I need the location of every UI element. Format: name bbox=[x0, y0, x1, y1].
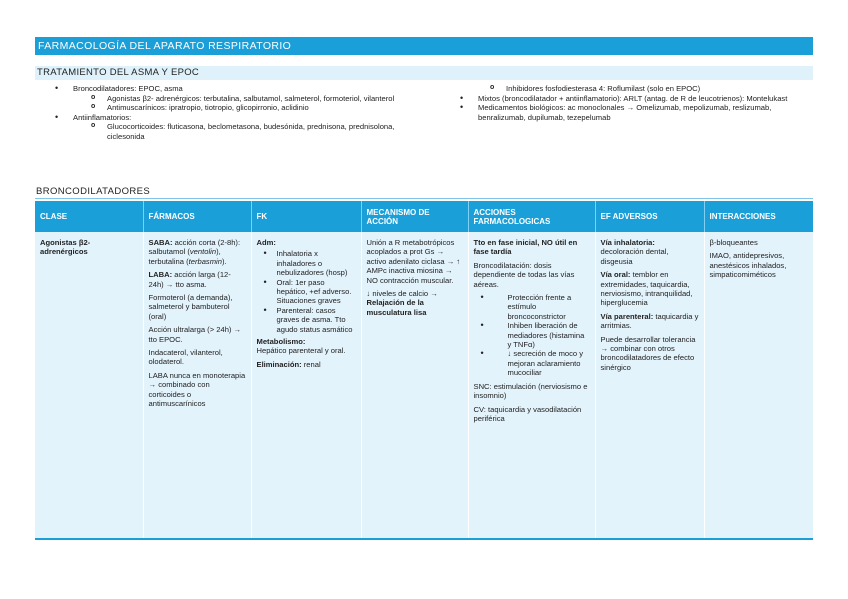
snc-paragraph: SNC: estimulación (nerviosismo e insomnio) bbox=[473, 381, 588, 401]
section-heading-treatment: TRATAMIENTO DEL ASMA Y EPOC bbox=[35, 66, 813, 80]
calcio-paragraph: ↓ niveles de calcio → bbox=[366, 289, 438, 299]
list-item: • Inhalatoria x inhaladores o nebulizadores (hosp) bbox=[257, 249, 356, 277]
list-item: • ↓ secreción de moco y mejoran aclaramiento mucociliar bbox=[474, 349, 590, 377]
inh-label: Vía inhalatoria: bbox=[600, 238, 655, 247]
elim-text: renal bbox=[301, 359, 321, 369]
tolerancia-paragraph: Puede desarrollar tolerancia → combinar con otros broncodilatadores de efecto sinérgico bbox=[600, 334, 696, 372]
par-text: taquicardia y arritmias. bbox=[600, 311, 699, 331]
cell-acciones bbox=[468, 232, 595, 539]
list-item: • Broncodilatadores: EPOC, asma bbox=[35, 84, 425, 94]
elim-label: Eliminación: bbox=[256, 359, 302, 369]
column-header-clase: CLASE bbox=[35, 201, 143, 232]
indacaterol-paragraph: Indacaterol, vilanterol, olodaterol. bbox=[148, 348, 223, 367]
adm-list bbox=[257, 249, 356, 334]
laba-text: acción larga (12-24h) → tto asma. bbox=[148, 270, 231, 289]
laba-nunca-paragraph: LABA nunca en monoterapia → combinado con corticoides o antimuscarínicos bbox=[148, 370, 246, 409]
column-header-fk: FK bbox=[251, 201, 361, 232]
saba-label: SABA: bbox=[148, 238, 173, 247]
laba-label: LABA: bbox=[148, 270, 173, 280]
elim-paragraph bbox=[257, 360, 356, 369]
broncodilatacion-paragraph: Broncodilatación: dosis dependiente de todas las vías aéreas. bbox=[473, 260, 575, 289]
oral-paragraph bbox=[601, 270, 699, 308]
metab-label-paragraph bbox=[257, 337, 356, 346]
par-paragraph bbox=[601, 312, 699, 331]
oral-label: Vía oral: bbox=[600, 270, 631, 280]
list-item: o Agonistas β2- adrenérgicos: terbutalina, salbutamol, salmeterol, formoteriol, vilanterol bbox=[35, 94, 425, 104]
formoterol-paragraph: Formoterol (a demanda), salmeterol y bambuterol (oral) bbox=[148, 293, 233, 321]
column-header-mecanismo: MECANISMO DE ACCIÓN bbox=[361, 201, 468, 232]
adm-label-paragraph bbox=[257, 238, 356, 247]
list-item: • Parenteral: casos graves de asma. Tto agudo status asmático bbox=[257, 306, 356, 334]
treatment-right-column bbox=[454, 84, 816, 122]
oral-text: temblor en extremidades, taquicardia, nerviosismo, intranquilidad, hiperglucemia bbox=[600, 270, 693, 308]
acciones-list bbox=[474, 293, 590, 378]
cell-interacciones bbox=[704, 232, 813, 539]
inh-paragraph bbox=[601, 238, 699, 266]
saba-ventolin: ventolin bbox=[189, 247, 217, 257]
column-header-acciones: ACCIONES FARMACOLOGICAS bbox=[468, 201, 595, 232]
table-row bbox=[35, 232, 813, 539]
imao-paragraph: IMAO, antidepresivos, anestésicos inhalados, simpaticomiméticos bbox=[709, 251, 787, 280]
list-item: • Medicamentos biológicos: ac monoclonales → Omelizumab, mepolizumab, reslizumab, benralizumab, dupilumab, tezepelumab bbox=[454, 103, 816, 122]
page-title: FARMACOLOGÍA DEL APARATO RESPIRATORIO bbox=[35, 37, 813, 55]
saba-end: ). bbox=[221, 256, 227, 266]
cell-mecanismo bbox=[361, 232, 468, 539]
section-heading-broncodilatadores: BRONCODILATADORES bbox=[35, 186, 813, 199]
saba-paragraph bbox=[149, 238, 246, 266]
cell-fk bbox=[251, 232, 361, 539]
treatment-left-column bbox=[35, 84, 425, 142]
list-item: • Antiinflamatorios: bbox=[35, 113, 425, 123]
ultralarga-paragraph: Acción ultralarga (> 24h) → tto EPOC. bbox=[148, 325, 242, 344]
union-paragraph: Unión a R metabotrópicos acoplados a prot Gs → activo adenilato ciclasa → ↑ AMPc inactiva miosina → NO contracción muscular. bbox=[366, 238, 461, 285]
laba-paragraph bbox=[149, 270, 246, 289]
clase-name: Agonistas β2-adrenérgicos bbox=[40, 238, 91, 257]
column-header-interacciones: INTERACCIONES bbox=[704, 201, 813, 232]
relajacion-text: Relajación de la musculatura lisa bbox=[366, 298, 427, 317]
metab-label: Metabolismo: bbox=[256, 337, 306, 347]
adm-label: Adm: bbox=[256, 238, 276, 247]
tto-label: Tto en fase inicial, NO útil en fase tardía bbox=[473, 238, 578, 257]
inh-text: decoloración dental, disgeusia bbox=[600, 247, 669, 266]
cell-farmacos bbox=[143, 232, 251, 539]
broncodilatadores-table bbox=[35, 201, 813, 540]
list-item: • Oral: 1er paso hepático, +ef adverso. Situaciones graves bbox=[257, 278, 356, 306]
relajacion-paragraph bbox=[367, 298, 463, 317]
beta-paragraph: β-bloqueantes bbox=[709, 238, 758, 247]
cell-clase bbox=[35, 232, 143, 539]
list-item: • Inhiben liberación de mediadores (histamina y TNFα) bbox=[474, 321, 590, 349]
column-header-farmacos: FÁRMACOS bbox=[143, 201, 251, 232]
list-item: o Glucocorticoides: fluticasona, beclometasona, budesónida, prednisona, prednisolona, ciclesonida bbox=[35, 122, 425, 141]
tto-paragraph bbox=[474, 238, 590, 257]
saba-mid: ), terbutalina ( bbox=[148, 247, 221, 266]
metab-text: Hepático parenteral y oral. bbox=[256, 346, 346, 356]
list-item: o Antimuscarínicos: ipratropio, tiotropio, glicopirronio, aclidinio bbox=[35, 103, 425, 113]
cell-ef-adversos bbox=[595, 232, 704, 539]
cv-paragraph: CV: taquicardia y vasodilatación periférica bbox=[473, 404, 582, 423]
saba-terbasmin: terbasmin bbox=[188, 256, 222, 266]
list-item: • Mixtos (broncodilatador + antiinflamatorio): ARLT (antag. de R de leucotrienos): Montelukast bbox=[454, 94, 816, 104]
list-item: o Inhibidores fosfodiesterasa 4: Roflumilast (solo en EPOC) bbox=[454, 84, 816, 94]
saba-text: acción corta (2-8h): salbutamol ( bbox=[148, 238, 241, 257]
par-label: Vía parenteral: bbox=[600, 311, 654, 321]
list-item: • Protección frente a estímulo broncoconstrictor bbox=[474, 293, 590, 321]
column-header-ef-adversos: EF ADVERSOS bbox=[595, 201, 704, 232]
table-header-row bbox=[35, 201, 813, 232]
